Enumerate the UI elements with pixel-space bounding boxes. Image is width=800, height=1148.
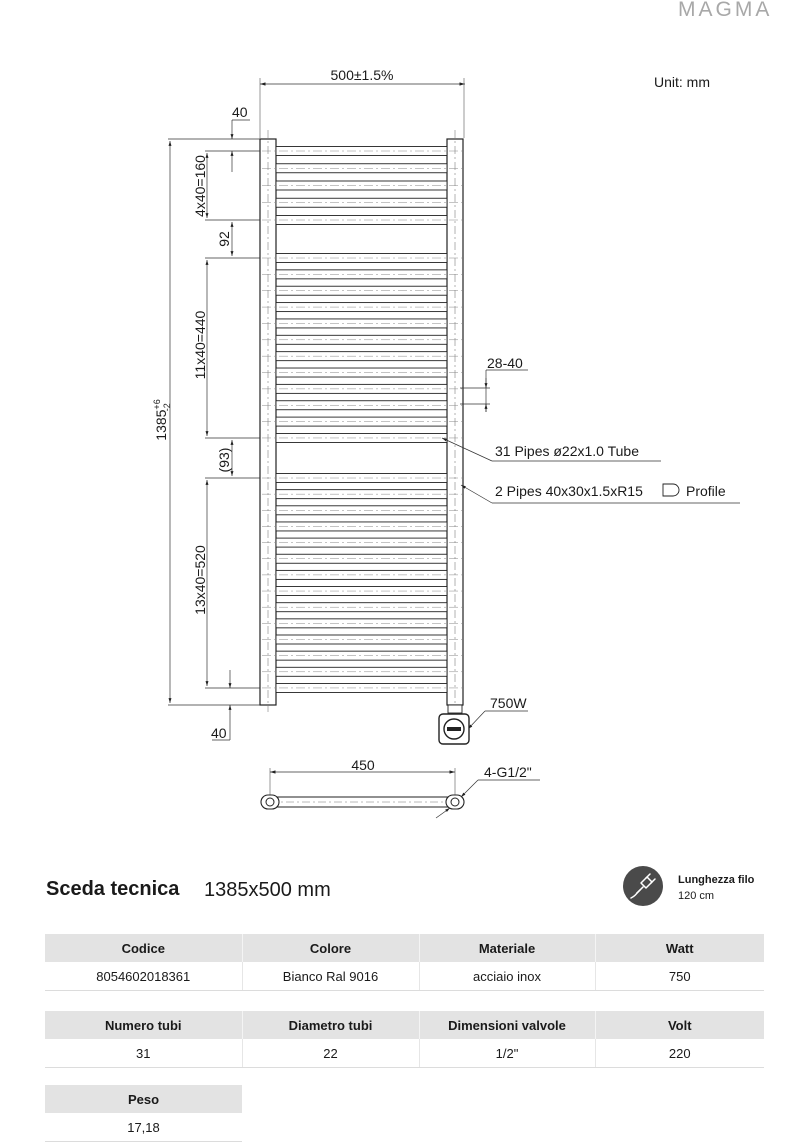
table-header-row [45, 1085, 242, 1113]
left-dimensions [168, 120, 260, 740]
header-materiale: Materiale [419, 934, 595, 962]
unit-label: Unit: mm [654, 74, 710, 90]
total-height-text: $1385^{+6}-2$ [152, 399, 172, 441]
top-offset-text: 40 [232, 104, 248, 120]
wall-distance-text: 28-40 [487, 355, 523, 371]
group2-spacing-text: 11x40=440 [192, 310, 208, 380]
group1-spacing-text: 4x40=160 [192, 155, 208, 217]
gap2-text: (93) [216, 447, 232, 473]
width-dimension [260, 67, 465, 138]
bottom-offset-text: 40 [211, 725, 227, 741]
profile-shape-icon [663, 484, 679, 496]
heater-label: 750W [490, 695, 527, 711]
table-row [45, 1039, 764, 1068]
value-dimensioni-valvole: 1/2" [419, 1039, 595, 1068]
header-diametro-tubi: Diametro tubi [242, 1011, 419, 1039]
connection-distance-text: 450 [351, 757, 375, 773]
value-numero-tubi: 31 [45, 1039, 242, 1068]
connection-label: 4-G1/2" [484, 764, 532, 780]
header-volt: Volt [595, 1011, 764, 1039]
value-codice: 8054602018361 [45, 962, 242, 991]
header-watt: Watt [595, 934, 764, 962]
spec-table-1 [45, 934, 764, 991]
gap1-text: 92 [216, 231, 232, 247]
table-row [45, 1113, 242, 1142]
value-colore: Bianco Ral 9016 [242, 962, 419, 991]
header-colore: Colore [242, 934, 419, 962]
header-numero-tubi: Numero tubi [45, 1011, 242, 1039]
header-dimensioni-valvole: Dimensioni valvole [419, 1011, 595, 1039]
value-peso: 17,18 [45, 1113, 242, 1142]
header-codice: Codice [45, 934, 242, 962]
group3-spacing-text: 13x40=520 [192, 545, 208, 615]
profile-label: 2 Pipes 40x30x1.5xR15 [495, 483, 643, 499]
header-peso: Peso [45, 1085, 242, 1113]
radiator-pipes [262, 147, 462, 693]
cord-length-value: 120 cm [678, 890, 715, 902]
table-header-row [45, 1011, 764, 1039]
brand-logo: MAGMA [678, 0, 773, 21]
spec-size: 1385x500 mm [204, 879, 331, 901]
table-row [45, 962, 764, 991]
value-watt: 750 [595, 962, 764, 991]
spec-table-3 [45, 1085, 242, 1142]
right-callouts [442, 370, 740, 729]
plug-icon [623, 866, 663, 906]
table-header-row [45, 934, 764, 962]
profile-suffix: Profile [686, 483, 726, 499]
value-diametro-tubi: 22 [242, 1039, 419, 1068]
heater-element [439, 705, 469, 744]
cord-length-label: Lunghezza filo [678, 874, 755, 886]
spec-table-2 [45, 1011, 764, 1068]
pipes-label: 31 Pipes ø22x1.0 Tube [495, 443, 639, 459]
width-dim-text: 500±1.5% [330, 67, 394, 83]
value-materiale: acciaio inox [419, 962, 595, 991]
spec-title: Sceda tecnica [46, 878, 180, 900]
value-volt: 220 [595, 1039, 764, 1068]
